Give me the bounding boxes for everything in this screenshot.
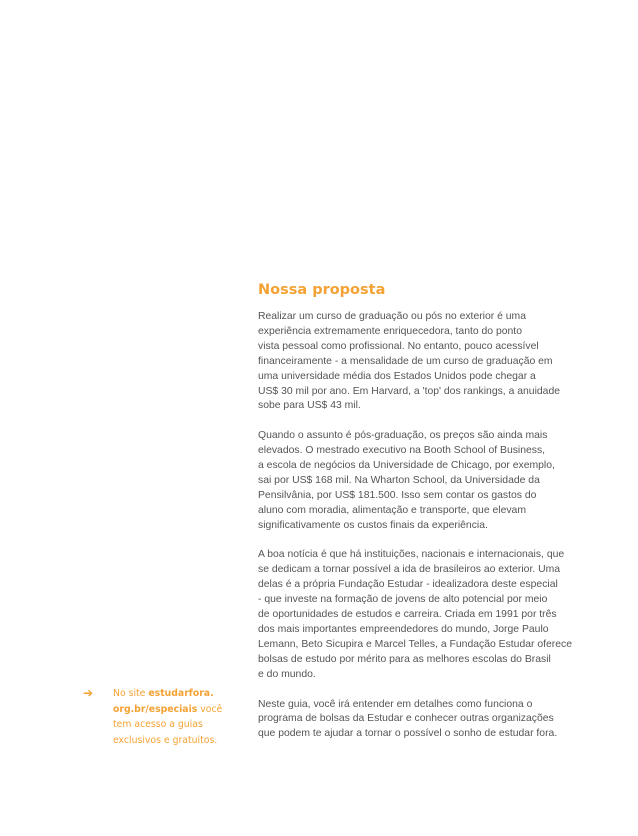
text-line: de oportunidades de estudos e carreira. Criada em 1991 por três [258, 609, 557, 621]
arrow-right-icon: ➔ [83, 686, 94, 700]
text-line: Neste guia, você irá entender em detalhes como funciona o [258, 698, 533, 710]
text-line: vista pessoal como profissional. No entanto, pouco acessível [258, 340, 539, 352]
sidenote-link-text[interactable]: org.br/especiais [113, 703, 198, 715]
sidenote-line: tem acesso a guias [113, 719, 203, 731]
sidenote-line [113, 702, 222, 718]
paragraph-postgrad-costs [258, 429, 598, 533]
text-line: Pensilvânia, por US$ 181.500. Isso sem contar os gastos do [258, 489, 537, 501]
section-heading: Nossa proposta [258, 282, 386, 298]
text-line: que podem te ajudar a tornar o possível o sonho de estudar fora. [258, 728, 558, 740]
text-line: aluno com moradia, alimentação e transporte, que elevam [258, 504, 526, 516]
paragraph-good-news [258, 548, 598, 682]
sidenote-line: exclusivos e gratuitos. [113, 734, 218, 746]
sidenote-text-plain: você [197, 703, 223, 715]
text-line: e do mundo. [258, 668, 316, 680]
text-line: dos mais importantes empreendedores do mundo, Jorge Paulo [258, 624, 549, 635]
text-line: delas é a própria Fundação Estudar - idealizadora deste especial [258, 579, 558, 591]
text-line: experiência extremamente enriquecedora, tanto do ponto [258, 325, 522, 337]
text-line: programa de bolsas da Estudar e conhecer outras organizações [258, 713, 554, 725]
text-line: significativamente os custos finais da experiência. [258, 519, 488, 531]
text-line: a escola de negócios da Universidade de Chicago, por exemplo, [258, 460, 555, 472]
text-line: US$ 30 mil por ano. Em Harvard, a 'top' dos rankings, a anuidade [258, 385, 560, 397]
text-line: sobe para US$ 43 mil. [258, 400, 361, 412]
text-line: financeiramente - a mensalidade de um curso de graduação em [258, 355, 553, 367]
text-line: uma universidade média dos Estados Unidos pode chegar a [258, 370, 536, 382]
sidenote-link-text[interactable]: estudarfora. [148, 688, 214, 699]
text-line: A boa notícia é que há instituições, nacionais e internacionais, que [258, 549, 565, 561]
text-line: Lemann, Beto Sicupira e Marcel Telles, a Fundação Estudar oferece [258, 638, 573, 650]
paragraph-intro [258, 310, 598, 414]
text-line: Quando o assunto é pós-graduação, os preços são ainda mais [258, 430, 548, 442]
sidenote-text-plain: No site [113, 688, 149, 699]
text-line: Realizar um curso de graduação ou pós no exterior é uma [258, 311, 526, 322]
text-line: se dedicam a tornar possível a ida de brasileiros ao exterior. Uma [258, 564, 561, 576]
body-text [258, 310, 598, 757]
text-line: bolsas de estudo por mérito para as melhores escolas do Brasil [258, 653, 551, 665]
paragraph-guide [258, 698, 598, 743]
sidenote-text [113, 686, 222, 748]
text-line: elevados. O mestrado executivo na Booth School of Business, [258, 445, 546, 457]
text-line: - que investe na formação de jovens de alto potencial por meio [258, 594, 548, 606]
text-line: sai por US$ 168 mil. Na Wharton School, da Universidade da [258, 474, 540, 486]
sidenote-line [113, 686, 222, 702]
